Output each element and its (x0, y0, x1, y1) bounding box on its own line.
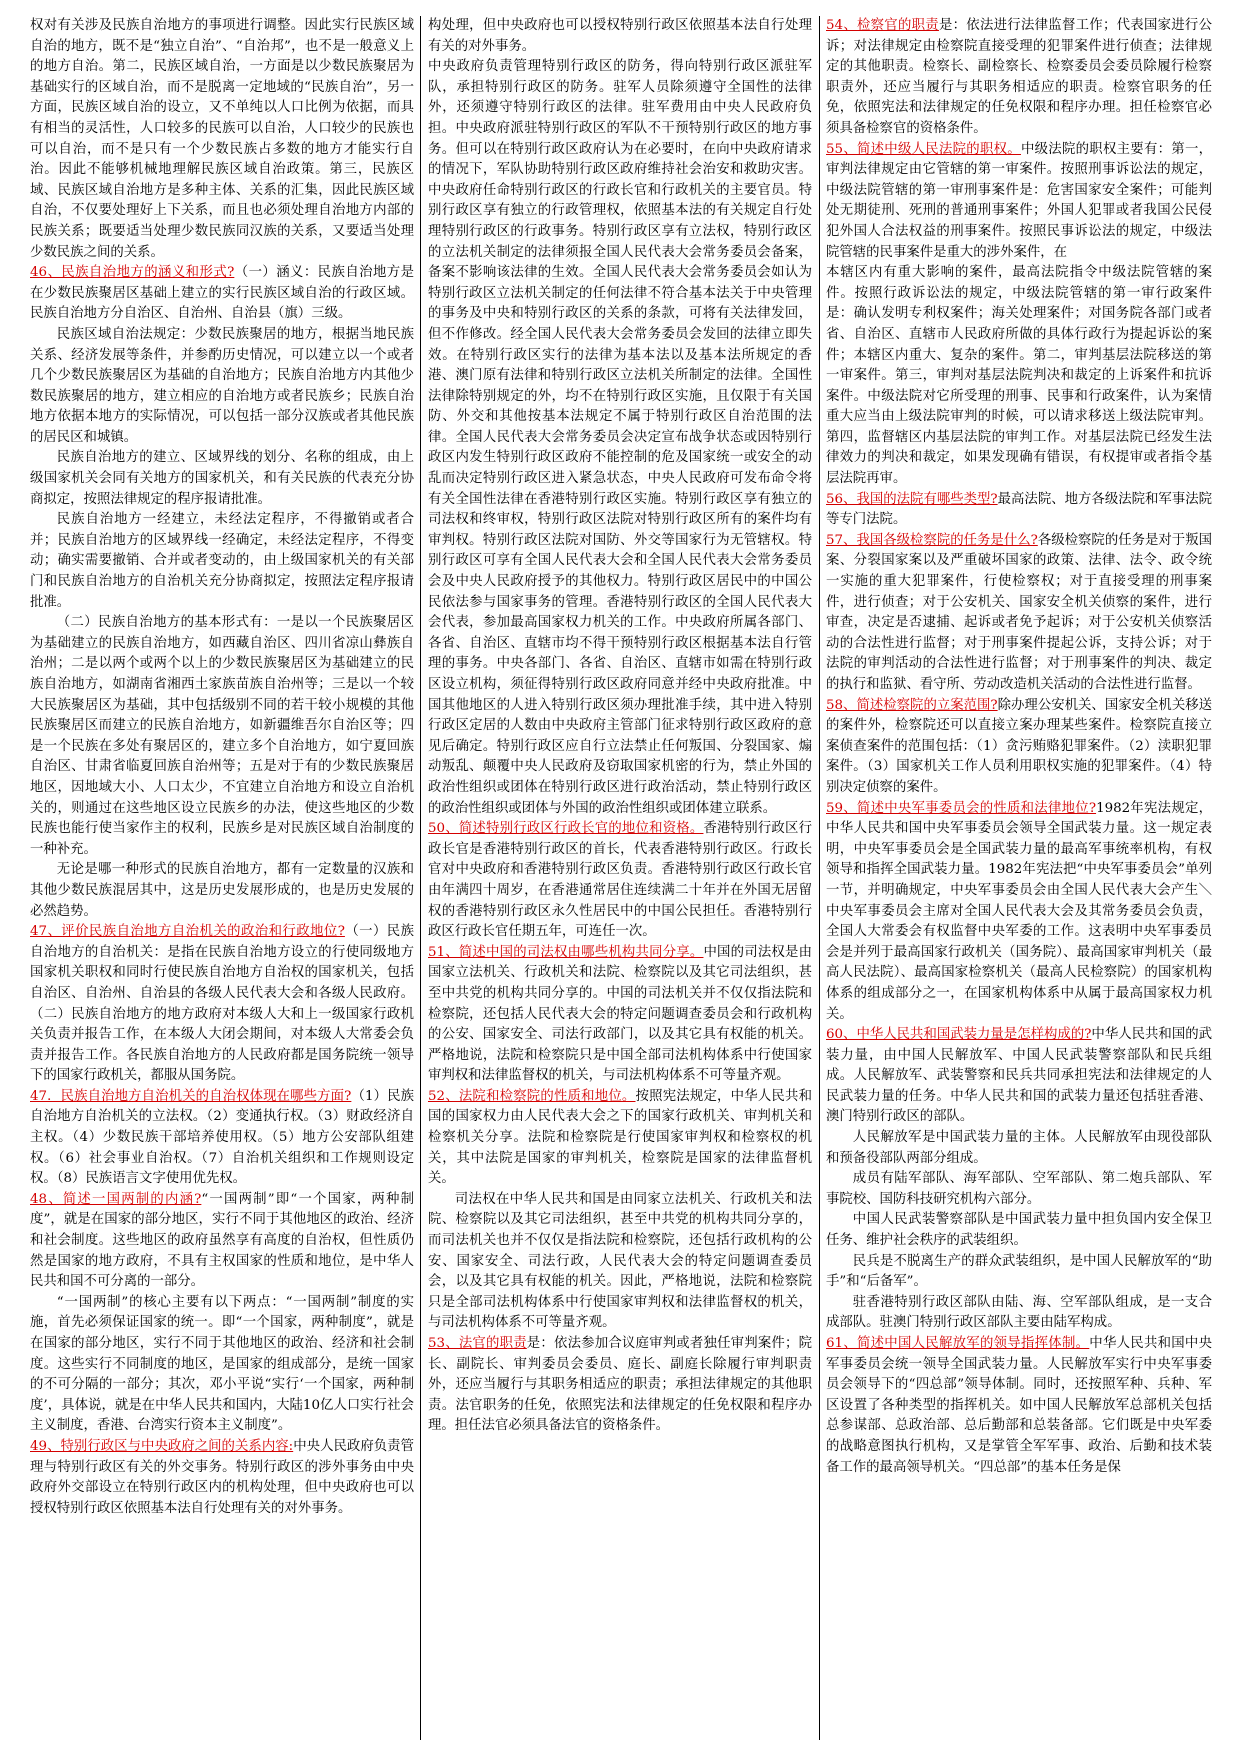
paragraph-text: （一）民族自治地方的自治机关：是指在民族自治地方设立的行使同级地方国家机关职权和同时行使民族自治地方自治权的国家机关，包括自治区、自治州、自治县的各级人民代表大会和各级人民政府。（二）民族自治地方的地方政府对本级人大和上一级国家行政机关负责并报告工作，在本级人大闭会期间，对本级人大常委会负责并报告工作。各民族自治地方的人民政府都是国务院统一领导下的国家行政机关，都服从国务院。 (30, 924, 414, 1084)
paragraph-text: 中国的司法权是由国家立法机关、行政机关和法院、检察院以及其它司法组织，甚至中共党的机构共同分享的。中国的司法机关并不仅仅指法院和检察院，还包括人民代表大会的特定问题调查委员会和行政机构的公安、国家安全、司法行政部门，以及其它具有权能的机关。严格地说，法院和检察院只是中国全部司法机构体系中行使国家审判权和法律监督权的机关，与司法机构体系不可等量齐观。 (428, 944, 812, 1084)
paragraph (428, 1190, 812, 1334)
question-heading: 47、评价民族自治地方自治机关的政治和行政地位? (30, 924, 345, 940)
paragraph-text: 中级法院的职权主要有：第一，审判法律规定由它管辖的第一审案件。按照刑事诉讼法的规定，中级法院管辖的第一审刑事案件是：危害国家安全案件；可能判处无期徒刑、死刑的普通刑事案件；外国人犯罪或者我国公民侵犯外国人合法权益的刑事案件。按照民事诉讼法的规定，中级法院管辖的民事案件是重大的涉外案件，在 (826, 141, 1212, 260)
question-heading: 57、我国各级检察院的任务是什么? (826, 532, 1038, 548)
question-heading: 59、简述中央军事委员会的性质和法律地位? (826, 800, 1097, 816)
paragraph-text: 1982年宪法规定，中华人民共和国中央军事委员会领导全国武装力量。这一规定表明，中央军事委员会是全国武装力量的最高军事统率机构，有权领导和指挥全国武装力量。1982年宪法把“中央军事委员会”单列一节，并明确规定，中央军事委员会由全国人民代表大会产生＼中央军事委员会主席对全国人民代表大会及其常务委员会负责，全国人大常委会有权监督中央军委的工作。这表明中央军事委员会是并列于最高国家行政机关（国务院）、最高国家审判机关（最高人民法院）、最高国家检察机关（最高人民检察院）的国家机构体系的组成部分之一，在国家机构体系中从属于最高国家权力机关。 (826, 800, 1212, 1022)
question-heading: 46、民族自治地方的涵义和形式? (30, 265, 235, 281)
paragraph (826, 696, 1212, 799)
paragraph (428, 819, 812, 943)
paragraph (30, 1293, 414, 1437)
question-heading: 58、简述检察院的立案范围? (826, 697, 998, 713)
paragraph (428, 1087, 812, 1190)
paragraph (30, 325, 414, 449)
question-heading: 53、法官的职责 (428, 1336, 527, 1351)
paragraph-text: 各级检察院的任务是对于叛国案、分裂国家案以及严重破坏国家的政策、法律、法令、政令统一实施的重大犯罪案件，行使检察权；对于直接受理的刑事案件，进行侦查；对于公安机关、国家安全机关侦察的案件，进行审查，决定是否逮捕、起诉或者免予起诉；对于公安机关侦察活动的合法性进行监督；对于刑事案件提起公诉，支持公诉；对于法院的审判活动的合法性进行监督；对于刑事案件的判决、裁定的执行和监狱、看守所、劳动改造机关活动的合法性进行监督。 (826, 532, 1212, 692)
paragraph (826, 1334, 1212, 1478)
paragraph-text: 中华人民共和国的武装力量，由中国人民解放军、中国人民武装警察部队和民兵组成。人民解放军、武装警察和民兵共同承担宪法和法律规定的人民武装力量的任务。中华人民共和国的武装力量还包括驻香港、澳门特别行政区的部队。 (826, 1027, 1212, 1125)
question-heading: 55、简述中级人民法院的职权。 (826, 141, 1021, 157)
column-right (826, 16, 1212, 1740)
paragraph (30, 263, 414, 325)
paragraph-text: “一国两制”的核心主要有以下两点：“一国两制”制度的实施，首先必须保证国家的统一。即“一个国家，两种制度”，就是在国家的部分地区，实行不同于其他地区的政治、经济和社会制度。这些实行不同制度的地区，是国家的组成部分，是统一国家的不可分隔的一部分；其次，邓小平说“实行‘一个国家，两种制度’，具体说，就是在中华人民共和国内，大陆10亿人口实行社会主义制度，香港、台湾实行资本主义制度”。 (30, 1294, 414, 1434)
paragraph-text: 中央人民政府负责管理与特别行政区有关的外交事务。特别行政区的涉外事务由中央政府外交部设立在特别行政区内的机构处理，但中央政府也可以授权特别行政区依照基本法自行处理有关的对外事务。 (30, 1438, 414, 1516)
paragraph (826, 1293, 1212, 1334)
paragraph-text: 除办理公安机关、国家安全机关移送的案件外，检察院还可以直接立案办理某些案件。检察院直接立案侦查案件的范围包括：（1）贪污贿赂犯罪案件。（2）渎职犯罪案件。（3）国家机关工作人员利用职权实施的犯罪案件。（4）特别决定侦察的案件。 (826, 697, 1212, 795)
paragraph-text: 按照宪法规定，中华人民共和国的国家权力由人民代表大会之下的国家行政机关、审判机关和检察机关分享。法院和检察院是行使国家审判权和检察权的机关，其中法院是国家的审判机关，检察院是国家的法律监督机关。 (428, 1088, 812, 1187)
paragraph-text: 民族自治地方一经建立，未经法定程序，不得撤销或者合并；民族自治地方的区域界线一经确定，未经法定程序，不得变动；确实需要撤销、合并或者变动的，由上级国家机关的有关部门和民族自治地方的自治机关充分协商拟定，按照法定程序报请批准。 (30, 512, 414, 610)
question-heading: 49、特别行政区与中央政府之间的关系内容: (30, 1438, 294, 1454)
question-heading: 51、简述中国的司法权由哪些机构共同分享。 (428, 944, 704, 960)
paragraph-text: 民族区域自治法规定：少数民族聚居的地方，根据当地民族关系、经济发展等条件，并参酌历史情况，可以建立以一个或者几个少数民族聚居区为基础的自治地方；民族自治地方内其他少数民族聚居的地方，建立相应的自治地方或者民族乡；民族自治地方依据本地方的实际情况，可以包括一部分汉族或者其他民族的居民区和城镇。 (30, 326, 414, 445)
paragraph (826, 1025, 1212, 1128)
question-heading: 52、法院和检察院的性质和地位。 (428, 1088, 636, 1104)
paragraph-text: 民族自治地方的建立、区域界线的划分、名称的组成，由上级国家机关会同有关地方的国家机关，和有关民族的代表充分协商拟定，按照法律规定的程序报请批准。 (30, 450, 414, 507)
paragraph (826, 1252, 1212, 1293)
question-heading: 50、简述特别行政区行政长官的地位和资格。 (428, 821, 704, 837)
paragraph-text: 民兵是不脱离生产的群众武装组织，是中国人民解放军的“助手”和“后备军”。 (826, 1253, 1212, 1290)
paragraph (826, 1128, 1212, 1169)
paragraph-text: （二）民族自治地方的基本形式有：一是以一个民族聚居区为基础建立的民族自治地方，如西藏自治区、四川省凉山彝族自治州；二是以两个或两个以上的少数民族聚居区为基础建立的民族自治地方，如湖南省湘西土家族苗族自治州等；三是以一个较大民族聚居区为基础，其中包括级别不同的若干较小规模的其他民族聚居区而建立的民族自治地方，如新疆维吾尔自治区等；四是一个民族在多处有聚居区的，建立多个自治地方，如宁夏回族自治区、甘肃省临夏回族自治州等；五是对于有的少数民族聚居地区，因地域大小、人口太少，不宜建立自治地方和设立自治机关的，则通过在这些地区设立民族乡的办法，使这些地区的少数民族也能行使当家作主的权利，民族乡是对民族区域自治制度的一种补充。 (30, 615, 414, 857)
question-heading: 60、中华人民共和国武装力量是怎样构成的? (826, 1027, 1092, 1043)
paragraph (30, 1087, 414, 1190)
paragraph (30, 922, 414, 1087)
paragraph-text: 本辖区内有重大影响的案件，最高法院指令中级法院管辖的案件。按照行政诉讼法的规定，中级法院管辖的第一审行政案件是：确认发明专利权案件；海关处理案件；对国务院各部门或者省、自治区、直辖市人民政府所做的具体行政行为提起诉讼的案件；本辖区内重大、复杂的案件。第二，审判基层法院移送的第一审案件。第三，审判对基层法院判决和裁定的上诉案件和抗诉案件。中级法院对它所受理的刑事、民事和行政案件，认为案情重大应当由上级法院审判的时候，可以请求移送上级法院审判。第四，监督辖区内基层法院的审判工作。对基层法院已经发生法律效力的判决和裁定，如果发现确有错误，有权提审或者指令基层法院再审。 (826, 265, 1212, 487)
paragraph-text: 中国人民武装警察部队是中国武装力量中担负国内安全保卫任务、维护社会秩序的武装组织。 (826, 1212, 1212, 1249)
paragraph (30, 510, 414, 613)
paragraph (826, 16, 1212, 140)
paragraph-text: 人民解放军是中国武装力量的主体。人民解放军由现役部队和预备役部队两部分组成。 (826, 1130, 1212, 1166)
paragraph-text: 权对有关涉及民族自治地方的事项进行调整。因此实行民族区域自治的地方，既不是“独立自治”、“自治邦”，也不是一般意义上的地方自治。第二，民族区域自治，一方面是以少数民族聚居为基础实行的区域自治，而不是脱离一定地域的“民族自治”，另一方面，民族区域自治的设立，又不单纯以人口比例为依据，而具有相当的灵活性，人口较多的民族可以自治，人口较少的民族也可以自治，而不是只有一个少数民族占多数的地方才能实行自治。因此不能够机械地理解民族区域自治政策。第三，民族区域、民族区域自治地方是多种主体、关系的汇集，因此民族区域自治，不仅要处理好上下关系，而且也必须处理自治地方内部的民族关系；既要适当处理少数民族同汉族的关系，又要适当处理少数民族之间的关系。 (30, 18, 414, 260)
column-middle (428, 16, 812, 1740)
paragraph (428, 943, 812, 1087)
paragraph (428, 57, 812, 819)
paragraph-text: 最高法院、地方各级法院和军事法院等专门法院。 (826, 491, 1212, 528)
question-heading: 56、我国的法院有哪些类型? (826, 491, 998, 507)
paragraph-text: 是：依法参加合议庭审判或者独任审判案件；院长、副院长、审判委员会委员、庭长、副庭长除履行审判职责外，还应当履行与其职务相适应的职责；承担法律规定的其他职责。法官职务的任免，依照宪法和法律规定的任免权限和程序办理。担任法官必须具备法官的资格条件。 (428, 1336, 812, 1434)
paragraph (30, 16, 414, 263)
paragraph-text: “一国两制”即“一个国家，两种制度”，就是在国家的部分地区，实行不同于其他地区的政治、经济和社会制度。这些地区的政府虽然享有高度的自治权，但性质仍然是国家的地方政府，不具有主权国家的性质和地位，是中华人民共和国不可分离的一部分。 (30, 1191, 414, 1290)
paragraph-text: 成员有陆军部队、海军部队、空军部队、第二炮兵部队、军事院校、国防科技研究机构六部分。 (826, 1171, 1212, 1207)
paragraph (428, 1334, 812, 1437)
question-heading: 54、检察官的职责 (826, 18, 939, 33)
column-divider-right (819, 16, 820, 1740)
column-left (30, 16, 414, 1740)
paragraph (826, 531, 1212, 696)
paragraph (428, 16, 812, 57)
paragraph (826, 263, 1212, 490)
paragraph (30, 448, 414, 510)
paragraph (826, 1210, 1212, 1251)
paragraph-text: 司法权在中华人民共和国是由同家立法机关、行政机关和法院、检察院以及其它司法组织，甚至中共党的机构共同分享的，而司法机关也并不仅仅是指法院和检察院，还包括行政机构的公安、国家安全、司法行政，人民代表大会的特定问题调查委员会，以及其它具有权能的机关。因此，严格地说，法院和检察院只是全部司法机构体系中行使国家审判权和法律监督权的机关，与司法机构体系不可等量齐观。 (428, 1191, 812, 1331)
paragraph (30, 860, 414, 922)
paragraph-text: （一）涵义：民族自治地方是在少数民族聚居区基础上建立的实行民族区域自治的行政区域。民族自治地方分自治区、自治州、自治县（旗）三级。 (30, 265, 414, 322)
paragraph-text: 香港特别行政区行政长官是香港特别行政区的首长，代表香港特别行政区。行政长官对中央政府和香港特别行政区负责。香港特别行政区行政长官由年满四十周岁，在香港通常居住连续满二十年并在外国无居留权的香港特别行政区永久性居民中的中国公民担任。香港特别行政区行政长官任期五年，可连任一次。 (428, 821, 812, 940)
paragraph (30, 1190, 414, 1293)
document-page (30, 16, 1212, 1740)
paragraph-text: 中华人民共和国中央军事委员会统一领导全国武装力量。人民解放军实行中央军事委员会领导下的“四总部”领导体制。同时，还按照军种、兵种、军区设置了各种类型的指挥机关。如中国人民解放军总部机关包括总参谋部、总政治部、总后勤部和总装备部。它们既是中央军委的战略意图执行机构，又是掌管全军军事、政治、后勤和技术装备工作的最高领导机关。“四总部”的基本任务是保 (826, 1336, 1212, 1475)
question-heading: 47．民族自治地方自治机关的自治权体现在哪些方面? (30, 1088, 352, 1104)
paragraph-text: 是：依法进行法律监督工作；代表国家进行公诉；对法律规定由检察院直接受理的犯罪案件进行侦查；法律规定的其他职责。检察长、副检察长、检察委员会委员除履行检察职责外，还应当履行与其职务相适应的职责。检察官职务的任免，依照宪法和法律规定的任免权限和程序办理。担任检察官必须具备检察官的资格条件。 (826, 18, 1212, 136)
paragraph-text: 无论是哪一种形式的民族自治地方，都有一定数量的汉族和其他少数民族混居其中，这是历史发展形成的，也是历史发展的必然趋势。 (30, 862, 414, 919)
question-heading: 48、简述一国两制的内涵? (30, 1191, 202, 1207)
paragraph-text: 中央政府负责管理特别行政区的防务，得向特别行政区派驻军队，承担特别行政区的防务。驻军人员除须遵守全国性的法律外，还须遵守特别行政区的法律。驻军费用由中央人民政府负担。中央政府派驻特别行政区的军队不干预特别行政区的地方事务。但可以在特别行政区政府认为在必要时，在向中央政府请求的情况下，军队协助特别行政区政府维持社会治安和救助灾害。中央政府任命特别行政区的行政长官和行政机关的主要官员。特别行政区享有独立的行政管理权，依照基本法的有关规定自行处理特别行政区的行政事务。特别行政区享有立法权，特别行政区的立法机关制定的法律须报全国人民代表大会常务委员会备案，备案不影响该法律的生效。全国人民代表大会常务委员会如认为特别行政区立法机关制定的任何法律不符合基本法关于中央管理的事务及中央和特别行政区的关系的条款，可将有关法律发回，但不作修改。经全国人民代表大会常务委员会发回的法律立即失效。在特别行政区实行的法律为基本法以及基本法所规定的香港、澳门原有法律和特别行政区立法机关所制定的法律。全国性法律除特别规定的外，均不在特别行政区实施，且仅限于有关国防、外交和其他按基本法规定不属于特别行政区自治范围的法律。全国人民代表大会常务委员会决定宣布战争状态或因特别行政区内发生特别行政区政府不能控制的危及国家统一或安全的动乱而决定特别行政区进入紧急状态，中央人民政府可发布命令将有关全国性法律在香港特别行政区实施。特别行政区享有独立的司法权和终审权，特别行政区法院对特别行政区所有的案件均有审判权。特别行政区法院对国防、外交等国家行为无管辖权。特别行政区可享有全国人民代表大会和全国人民代表大会常务委员会及中央人民政府授予的其他权力。特别行政区居民中的中国公民依法参与国家事务的管理。香港特别行政区的全国人民代表大会代表，参加最高国家权力机关的工作。中央政府所属各部门、各省、自治区、直辖市均不得干预特别行政区根据基本法自行管理的事务。中央各部门、各省、自治区、直辖市如需在特别行政区设立机构，须征得特别行政区政府同意并经中央政府批准。中国其他地区的人进入特别行政区须办理批准手续，其中进入特别行政区定居的人数由中央政府主管部门征求特别行政区政府的意见后确定。特别行政区应自行立法禁止任何叛国、分裂国家、煽动叛乱、颠覆中央人民政府及窃取国家机密的行为，禁止外国的政治性组织或团体在特别行政区进行政治活动，禁止特别行政区的政治性组织或团体与外国的政治性组织或团体建立联系。 (428, 59, 812, 816)
question-heading: 61、简述中国人民解放军的领导指挥体制。 (826, 1336, 1090, 1351)
paragraph-text: 驻香港特别行政区部队由陆、海、空军部队组成，是一支合成部队。驻澳门特别行政区部队主要由陆军构成。 (826, 1294, 1212, 1331)
paragraph (826, 140, 1212, 264)
paragraph (30, 1437, 414, 1519)
column-divider-left (420, 16, 421, 1740)
paragraph (826, 490, 1212, 531)
paragraph-text: 构处理，但中央政府也可以授权特别行政区依照基本法自行处理有关的对外事务。 (428, 18, 812, 54)
paragraph-text: （1）民族自治地方自治机关的立法权。（2）变通执行权。（3）财政经济自主权。（4）少数民族干部培养使用权。（5）地方公安部队组建权。（6）社会事业自治权。（7）自治机关组织和工作规则设定权。（8）民族语言文字使用优先权。 (30, 1088, 414, 1187)
paragraph (30, 613, 414, 860)
paragraph (826, 799, 1212, 1026)
paragraph (826, 1169, 1212, 1210)
